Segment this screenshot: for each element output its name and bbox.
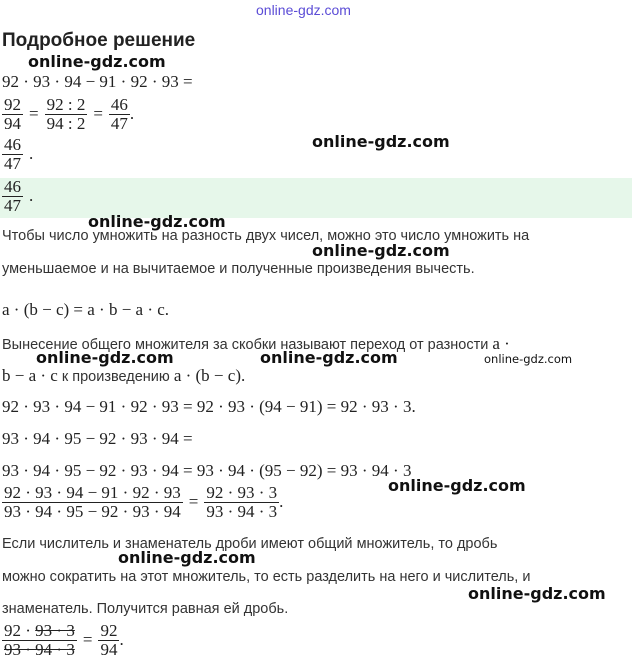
watermark: online-gdz.com (28, 52, 166, 71)
period: . (29, 144, 34, 164)
numerator (2, 622, 77, 640)
paragraph-text: Вынесение общего множителя за скобки называют переход от разности (2, 337, 489, 353)
fraction (2, 622, 77, 659)
denominator: 94 : 2 (46, 113, 86, 133)
numerator: 92 · 93 · 3 (206, 483, 278, 502)
fraction (2, 178, 23, 215)
math-line-1: 92 · 93 · 94 − 91 · 92 · 93 = (2, 72, 193, 91)
watermark: online-gdz.com (88, 212, 226, 231)
fraction (2, 484, 183, 521)
denominator: 47 (110, 113, 128, 133)
fraction (2, 96, 23, 133)
inline-math: b − a · c (2, 366, 58, 385)
period: . (29, 186, 34, 206)
math-calc-2: 93 · 94 · 95 − 92 · 93 · 94 = (2, 429, 193, 448)
math-calc-1: 92 · 93 · 94 − 91 · 92 · 93 = 92 · 93 · (94 − 91) = 92 · 93 · 3. (2, 397, 416, 416)
watermark: online-gdz.com (468, 584, 606, 603)
math-reduced-fraction (2, 622, 130, 659)
inline-math: a · (492, 334, 510, 353)
fraction (45, 96, 88, 133)
paragraph-3-line-2: можно сократить на этот множитель, то есть разделить на него и числитель, и (2, 569, 531, 585)
math-big-fraction (2, 484, 289, 521)
fraction (2, 136, 23, 173)
denominator: 94 (100, 639, 118, 659)
numerator: 92 (100, 621, 118, 640)
watermark: online-gdz.com (312, 241, 450, 260)
paragraph-2-line-2 (2, 366, 245, 386)
watermark: online-gdz.com (312, 132, 450, 151)
numerator: 92 : 2 (46, 95, 86, 114)
denominator: 94 (4, 113, 21, 133)
math-fraction-4 (2, 136, 39, 173)
numerator: 92 · 93 · 94 − 91 · 92 · 93 (4, 483, 181, 502)
denominator: 93 · 94 · 3 (206, 501, 278, 521)
denominator: 47 (4, 153, 21, 173)
numerator-part: 92 · (4, 621, 36, 640)
fraction (204, 484, 279, 521)
math-equation-2 (2, 96, 140, 133)
numerator: 46 (110, 95, 128, 114)
period: . (279, 492, 284, 512)
paragraph-1-line-2: уменьшаемое и на вычитаемое и полученные произведения вычесть. (2, 261, 475, 277)
numerator: 92 (4, 95, 21, 114)
distributive-formula: a · (b − c) = a · b − a · c. (2, 300, 170, 319)
paragraph-3-line-3: знаменатель. Получится равная ей дробь. (2, 601, 289, 617)
math-calc-3: 93 · 94 · 95 − 92 · 93 · 94 = 93 · 94 · (95 − 92) = 93 · 94 · 3 (2, 461, 412, 480)
paragraph-text: к произведению (61, 369, 170, 385)
equals-sign: = (188, 492, 199, 512)
watermark: online-gdz.com (118, 548, 256, 567)
page-title: Подробное решение (2, 30, 196, 51)
period: . (119, 630, 124, 650)
equals-sign: = (29, 104, 39, 124)
period: . (129, 104, 135, 124)
denominator: 93 · 94 · 3 (4, 639, 75, 659)
paragraph-3-line-1: Если числитель и знаменатель дроби имеют общий множитель, то дробь (2, 536, 498, 552)
fraction (109, 96, 130, 133)
watermark: online-gdz.com (260, 348, 398, 367)
cancelled-factor: 93 · 3 (35, 621, 75, 640)
math-fraction-5 (2, 178, 39, 215)
watermark: online-gdz.com (36, 348, 174, 367)
paragraph-1-line-1: Чтобы число умножить на разность двух чисел, можно это число умножить на (2, 228, 530, 244)
numerator: 46 (4, 135, 21, 154)
denominator: 93 · 94 · 95 − 92 · 93 · 94 (4, 501, 181, 521)
inline-math: a · (b − c). (173, 366, 246, 385)
equals-sign: = (82, 630, 93, 650)
watermark: online-gdz.com (484, 352, 573, 366)
numerator: 46 (4, 177, 21, 196)
fraction (98, 622, 119, 659)
denominator: 47 (4, 195, 21, 215)
equals-sign: = (93, 104, 103, 124)
watermark: online-gdz.com (388, 476, 526, 495)
top-watermark: online-gdz.com (256, 2, 351, 18)
